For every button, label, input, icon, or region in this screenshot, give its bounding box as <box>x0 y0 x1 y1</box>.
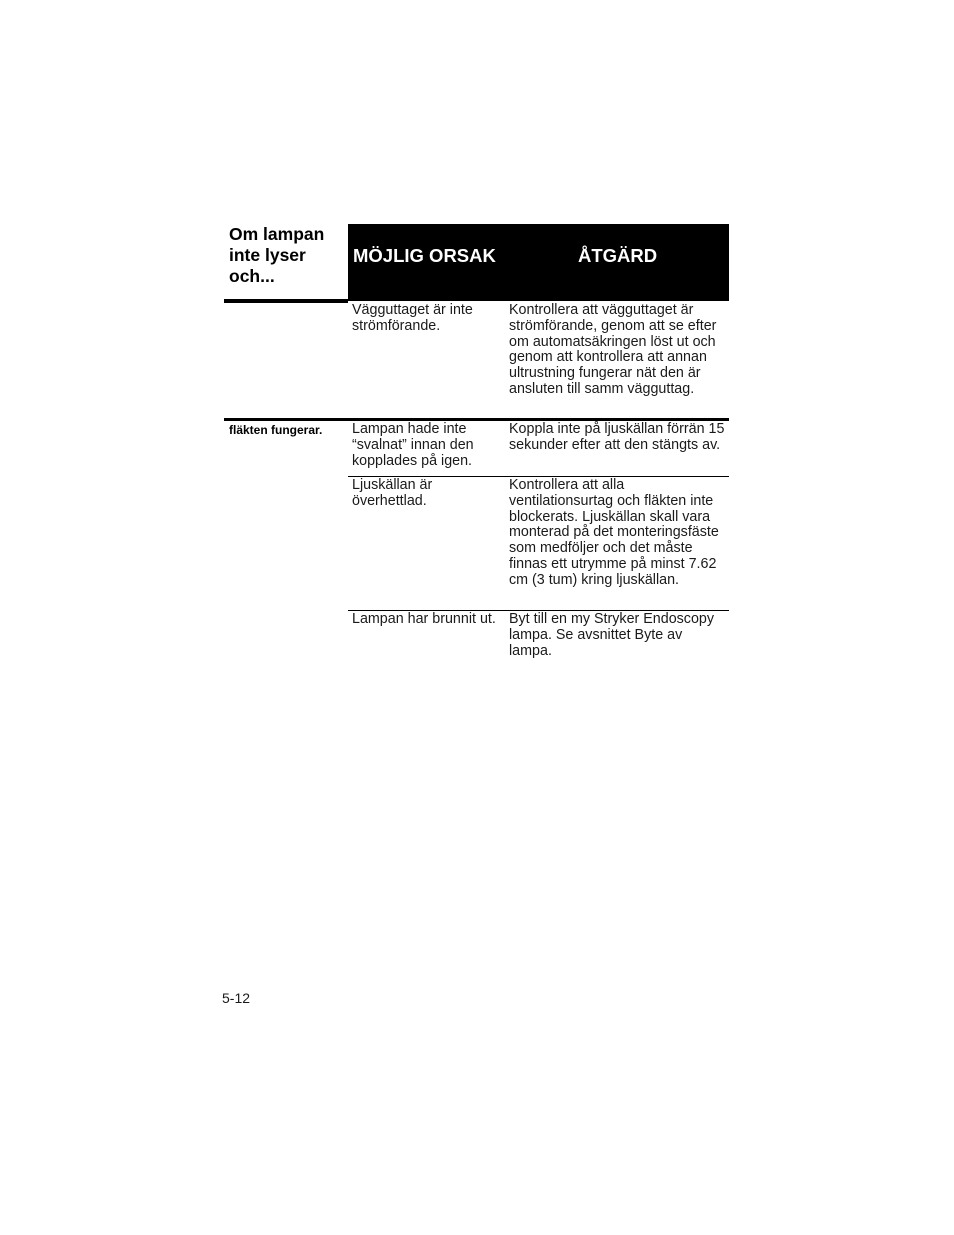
header-rule <box>224 299 348 303</box>
header-cause: MÖJLIG ORSAK <box>353 245 496 266</box>
row-1-action: Kontrollera att vägguttaget är strömförande, genom att se efter om automatsäkringen löst ut och genom att kontrollera att annan ultrustning fungerar nät den är ansluten till samm vägguttag. <box>509 302 717 397</box>
page-number: 5-12 <box>222 990 251 1006</box>
header-action: ÅTGÄRD <box>578 245 658 266</box>
row-4-action: Byt till en my Stryker Endoscopy lampa. Se avsnittet Byte av lampa. <box>509 611 714 659</box>
row-1-cause: Vägguttaget är inte strömförande. <box>352 302 473 334</box>
header-condition: Om lampan inte lyser och... <box>229 224 325 286</box>
row-3-action: Kontrollera att alla ventilationsurtag och fläkten inte blockerats. Ljuskällan skall vara monterad på det monteringsfäste som medföljer och det måste finnas ett utrymme på minst 7.62 cm (3 tum) kring ljuskällan. <box>509 477 719 588</box>
row-2-action: Koppla inte på ljuskällan förrän 15 sekunder efter att den stängts av. <box>509 421 725 453</box>
row-2-cause: Lampan hade inte “svalnat” innan den kopplades på igen. <box>352 421 474 469</box>
row-3-cause: Ljuskällan är överhettlad. <box>352 477 433 509</box>
row-4-cause: Lampan har brunnit ut. <box>352 611 496 627</box>
condition-label: fläkten fungerar. <box>229 423 323 437</box>
